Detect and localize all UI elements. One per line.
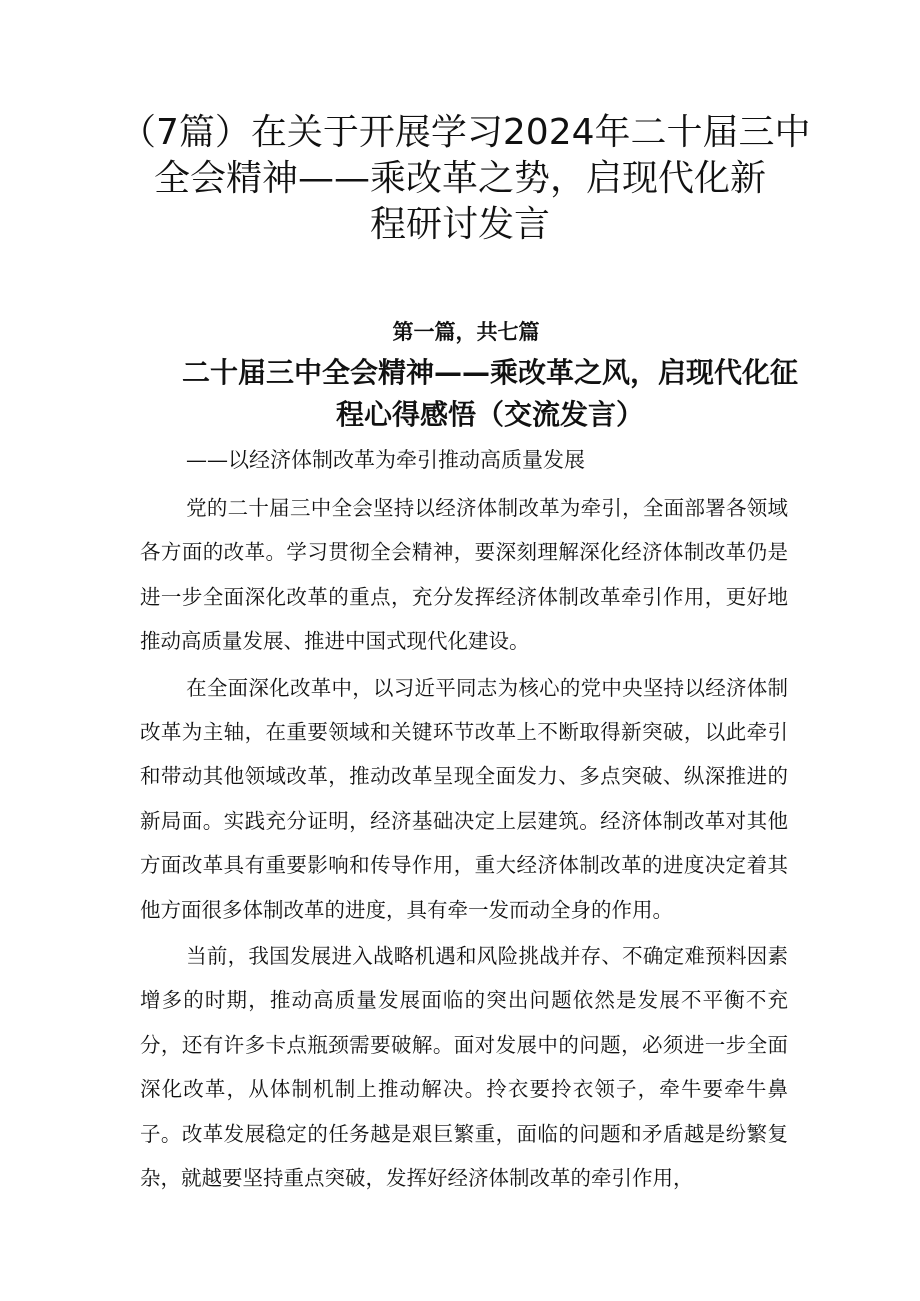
section-label: 第一篇，共七篇 xyxy=(392,320,540,344)
document-title-line: （7篇）在关于开展学习2024年二十届三中 xyxy=(120,112,811,153)
article-subtitle xyxy=(150,352,830,436)
article-byline: ——以经济体制改革为牵引推动高质量发展 xyxy=(186,448,585,472)
document-title xyxy=(120,110,811,248)
document-title-line: 全会精神——乘改革之势，启现代化新 xyxy=(153,158,766,199)
document-title-line: 程研讨发言 xyxy=(369,204,550,245)
article-body xyxy=(140,486,788,1203)
article-subtitle-line: 二十届三中全会精神——乘改革之风，启现代化征 xyxy=(181,356,798,389)
body-paragraph: 党的二十届三中全会坚持以经济体制改革为牵引，全面部署各领域各方面的改革。学习贯彻全会精神，要深刻理解深化经济体制改革仍是进一步全面深化改革的重点，充分发挥经济体制改革牵引作用，更好地推动高质量发展、推进中国式现代化建设。 xyxy=(140,496,788,654)
article-subtitle-line: 程心得感悟（交流发言） xyxy=(335,398,644,431)
body-paragraph: 当前，我国发展进入战略机遇和风险挑战并存、不确定难预料因素增多的时期，推动高质量发展面临的突出问题依然是发展不平衡不充分，还有许多卡点瓶颈需要破解。面对发展中的问题，必须进一步全面深化改革，从体制机制上推动解决。拎衣要拎衣领子，牵牛要牵牛鼻子。改革发展稳定的任务越是艰巨繁重，面临的问题和矛盾越是纷繁复杂，就越要坚持重点突破，发挥好经济体制改革的牵引作用， xyxy=(140,944,788,1191)
body-paragraph: 在全面深化改革中，以习近平同志为核心的党中央坚持以经济体制改革为主轴，在重要领域和关键环节改革上不断取得新突破，以此牵引和带动其他领域改革，推动改革呈现全面发力、多点突破、纵深推进的新局面。实践充分证明，经济基础决定上层建筑。经济体制改革对其他方面改革具有重要影响和传导作用，重大经济体制改革的进度决定着其他方面很多体制改革的进度，具有牵一发而动全身的作用。 xyxy=(140,675,788,922)
